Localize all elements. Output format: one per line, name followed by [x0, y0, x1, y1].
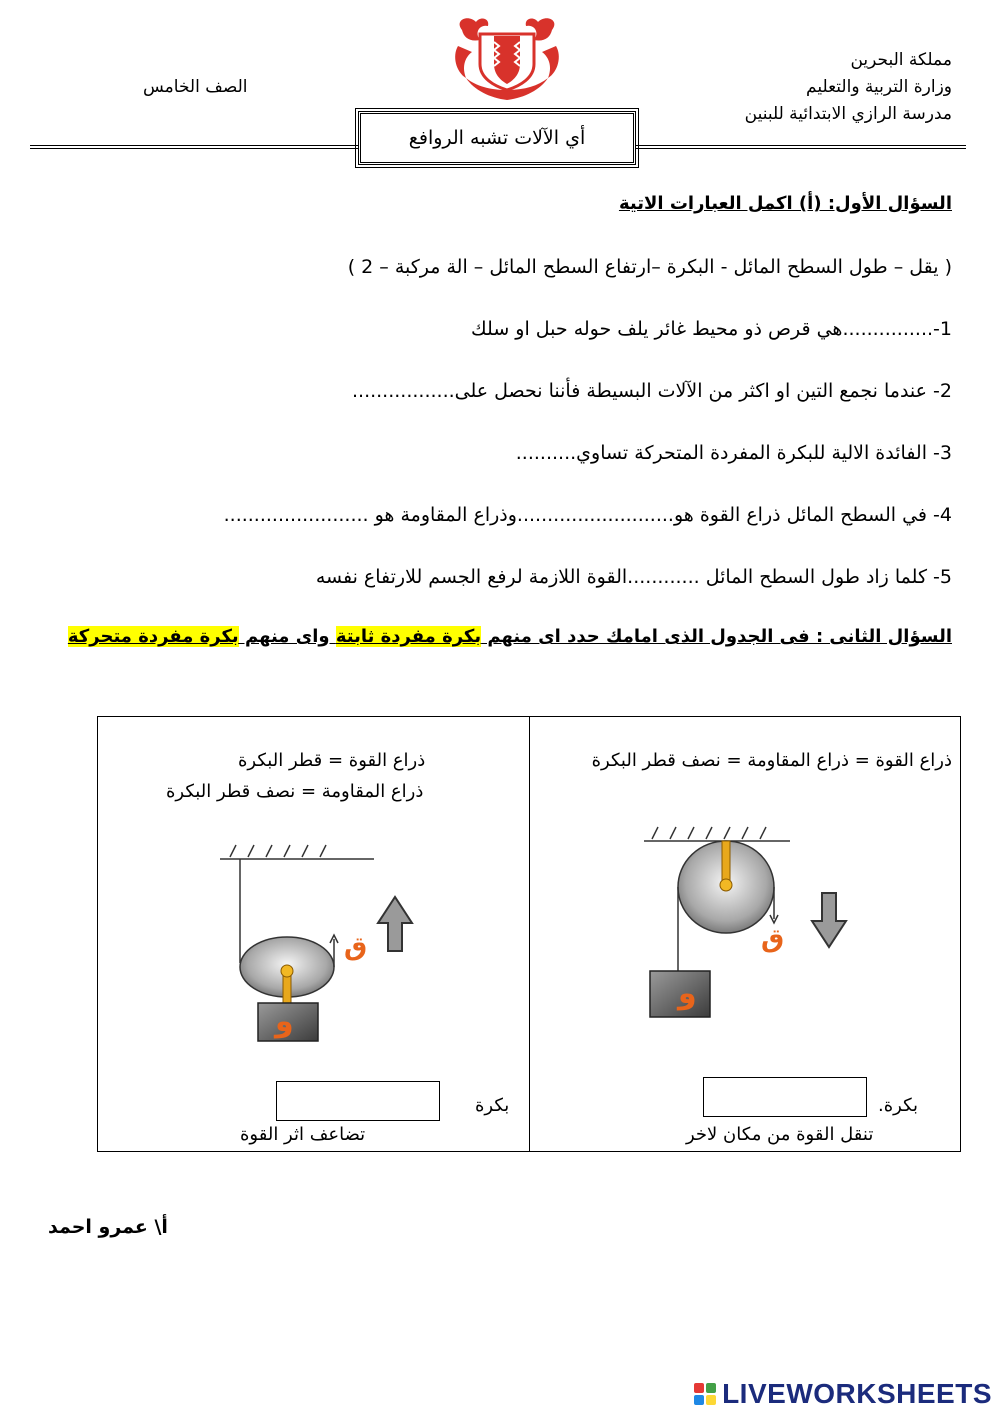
fixed-pulley-answer-input[interactable]: [703, 1077, 867, 1117]
question2-heading: [68, 626, 952, 647]
left-cell-description-1: ذراع القوة = قطر البكرة: [238, 750, 426, 771]
q1-item-3: 3- الفائدة الالية للبكرة المفردة المتحركة تساوي..........: [515, 442, 952, 464]
fixed-pulley-diagram: [630, 815, 870, 1030]
header-rule-right: [628, 145, 966, 149]
movable-pulley-diagram: [210, 835, 430, 1050]
question1-heading: السؤال الأول: (أ) اكمل العبارات الاتية: [618, 193, 952, 214]
movable-force-letter: ق: [344, 932, 368, 962]
author-name: أ\ عمرو احمد: [48, 1216, 168, 1238]
bahrain-emblem-icon: [450, 12, 564, 104]
right-cell-description: ذراع القوة = ذراع المقاومة = نصف قطر البكرة: [591, 750, 952, 771]
fixed-load-letter: و: [678, 976, 697, 1011]
school-name: مدرسة الرازي الابتدائية للبنين: [744, 104, 952, 124]
q2-heading-part2: واى منهم: [238, 626, 336, 647]
header-rule-left: [30, 145, 368, 149]
q1-item-2: 2- عندما نجمع التين او اكثر من الآلات البسيطة فأننا نحصل على.................: [351, 380, 952, 402]
movable-pulley-answer-label: بكرة: [475, 1095, 510, 1116]
liveworksheets-logo-icon: [694, 1383, 716, 1405]
table-divider: [529, 716, 530, 1152]
q2-highlight-movable: بكرة مفردة متحركة: [67, 626, 239, 647]
fixed-pulley-caption: تنقل القوة من مكان لاخر: [686, 1124, 874, 1145]
fixed-pulley-answer-label: بكرة.: [878, 1095, 919, 1116]
worksheet-title: أي الآلات تشبه الروافع: [358, 111, 636, 165]
q1-item-1: 1-...............هي قرص ذو محيط غائر يلف حوله حبل او سلك: [471, 318, 952, 340]
q2-heading-part1: السؤال الثانى : فى الجدول الذى امامك حدد اى منهم: [481, 626, 952, 647]
country-name: مملكة البحرين: [850, 50, 952, 70]
movable-pulley-caption: تضاعف اثر القوة: [240, 1124, 366, 1145]
q1-item-5: 5- كلما زاد طول السطح المائل ............القوة اللازمة لرفع الجسم للارتفاع نفسه: [315, 566, 952, 588]
liveworksheets-brand[interactable]: [694, 1378, 992, 1410]
fixed-force-letter: ق: [761, 924, 785, 954]
q2-highlight-fixed: بكرة مفردة ثابتة: [335, 626, 482, 647]
grade-label: الصف الخامس: [143, 77, 248, 97]
movable-load-letter: و: [275, 1004, 294, 1039]
ministry-name: وزارة التربية والتعليم: [806, 77, 952, 97]
q1-item-4: 4- في السطح المائل ذراع القوة هو..........................وذراع المقاومة هو ........................: [223, 504, 952, 526]
brand-text: LIVEWORKSHEETS: [722, 1378, 992, 1409]
left-cell-description-2: ذراع المقاومة = نصف قطر البكرة: [166, 781, 424, 802]
word-bank: ( يقل – طول السطح المائل - البكرة –ارتفاع السطح المائل – الة مركبة – 2 ): [347, 256, 952, 278]
movable-pulley-answer-input[interactable]: [276, 1081, 440, 1121]
